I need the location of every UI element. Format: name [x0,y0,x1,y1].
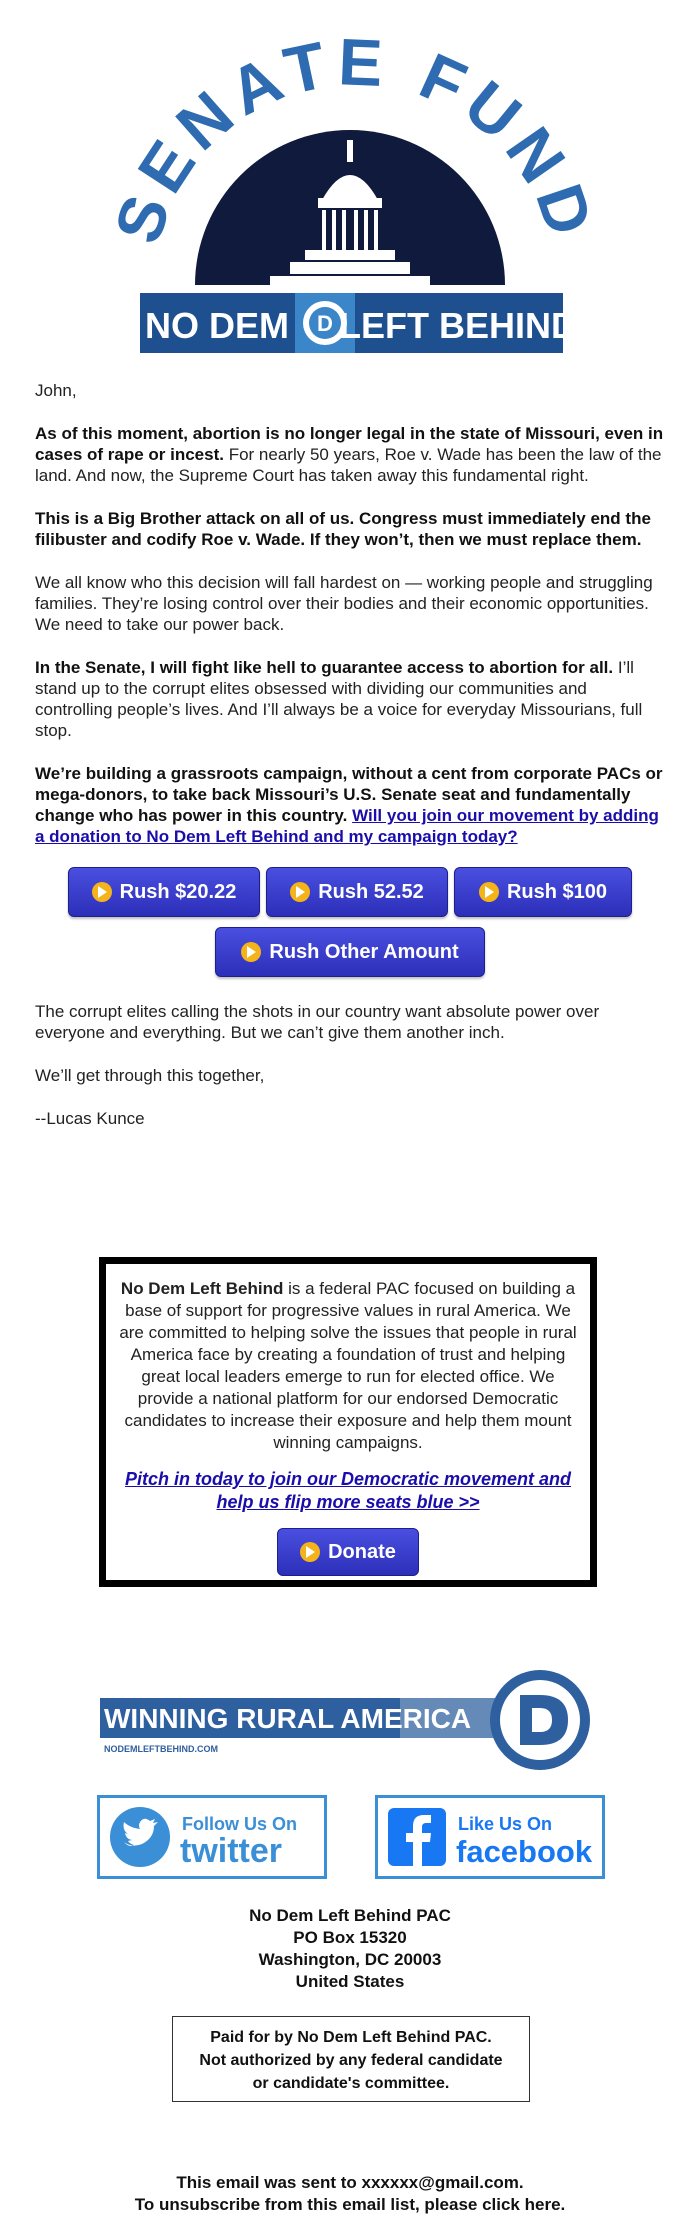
join-movement-link[interactable]: Will you join our movement by adding a donation to No Dem Left Behind and my campaign today? [35,806,659,846]
svg-text:facebook: facebook [456,1834,593,1869]
banner-url: NODEMLEFTBEHIND.COM [104,1744,218,1754]
logo-arc-text: SENATE FUND [99,24,611,252]
rush-other-amount-button[interactable]: Rush Other Amount [215,927,485,977]
about-pac-box [99,1257,597,1587]
paragraph-1: As of this moment, abortion is no longer legal in the state of Missouri, even in cases of rape or incest. For nearly 50 years, Roe v. Wade has been the law of the land. And now, the Supreme Court has taken away this fundamental right. [35,424,664,485]
twitter-follow-button[interactable] [97,1795,327,1879]
paragraph-6: The corrupt elites calling the shots in our country want absolute power over everyone and everything. But we can’t give them another inch. [35,1002,600,1042]
about-description: No Dem Left Behind is a federal PAC focused on building a base of support for progressive values in rural America. We are committed to helping solve the issues that people in rural America face by creating a foundation of trust and helping great local leaders emerge to run for elected office. We provide a national platform for our endorsed Democratic candidates to increase their exposure and help them mount winning campaigns. [119,1279,577,1452]
banner-left-text: NO DEM [145,305,289,346]
letter-body [35,380,665,1151]
svg-text:Like Us On: Like Us On [458,1814,553,1834]
greeting: John, [35,381,77,400]
senate-fund-logo [0,0,700,370]
paragraph-4: In the Senate, I will fight like hell to guarantee access to abortion for all. I’ll stand up to the corrupt elites obsessed with dividing our communities and controlling people’s lives. And I’ll always be a voice for everyday Missourians, full stop. [35,658,643,740]
paragraph-7: We’ll get through this together, [35,1066,265,1085]
arrow-icon [290,882,310,902]
rush-buttons-row [35,867,665,917]
arrow-icon [241,942,261,962]
rush-52-52-button[interactable]: Rush 52.52 [266,867,448,917]
svg-text:D: D [317,311,333,336]
svg-text:twitter: twitter [180,1832,282,1870]
paragraph-3: We all know who this decision will fall hardest on — working people and struggling families. They’re losing control over their bodies and their economic opportunities. We need to take our power back. [35,573,653,634]
arrow-icon [479,882,499,902]
signature: --Lucas Kunce [35,1109,145,1128]
sent-to-text: This email was sent to xxxxxx@gmail.com. [176,2173,524,2192]
banner-title: WINNING RURAL AMERICA [104,1703,472,1734]
rush-20-22-button[interactable]: Rush $20.22 [68,867,260,917]
banner-right-text: LEFT BEHIND [339,305,577,346]
unsubscribe-link[interactable]: To unsubscribe from this email list, please click here. [134,2195,566,2214]
pitch-in-link[interactable]: Pitch in today to join our Democratic movement and help us flip more seats blue >> [124,1469,572,1512]
rush-100-button[interactable]: Rush $100 [454,867,632,917]
donate-button[interactable]: Donate [277,1528,419,1576]
facebook-like-button[interactable] [375,1795,605,1879]
paragraph-2: This is a Big Brother attack on all of us. Congress must immediately end the filibuster and codify Roe v. Wade. If they won’t, then we must replace them. [35,509,651,549]
mailing-address: No Dem Left Behind PAC PO Box 15320 Washington, DC 20003 United States [249,1906,451,1991]
paid-for-disclaimer: Paid for by No Dem Left Behind PAC. Not authorized by any federal candidate or candidate's committee. [172,2016,530,2102]
svg-text:Follow Us On: Follow Us On [182,1814,297,1834]
winning-rural-america-banner [100,1670,600,1780]
paragraph-5: We’re building a grassroots campaign, without a cent from corporate PACs or mega-donors, to take back Missouri’s U.S. Senate seat and fundamentally change who has power in this country. Will you join our movement by adding a donation to No Dem Left Behind and my campaign today? [35,764,663,846]
email-footer [0,2172,700,2216]
arrow-icon [92,882,112,902]
arrow-icon [300,1542,320,1562]
